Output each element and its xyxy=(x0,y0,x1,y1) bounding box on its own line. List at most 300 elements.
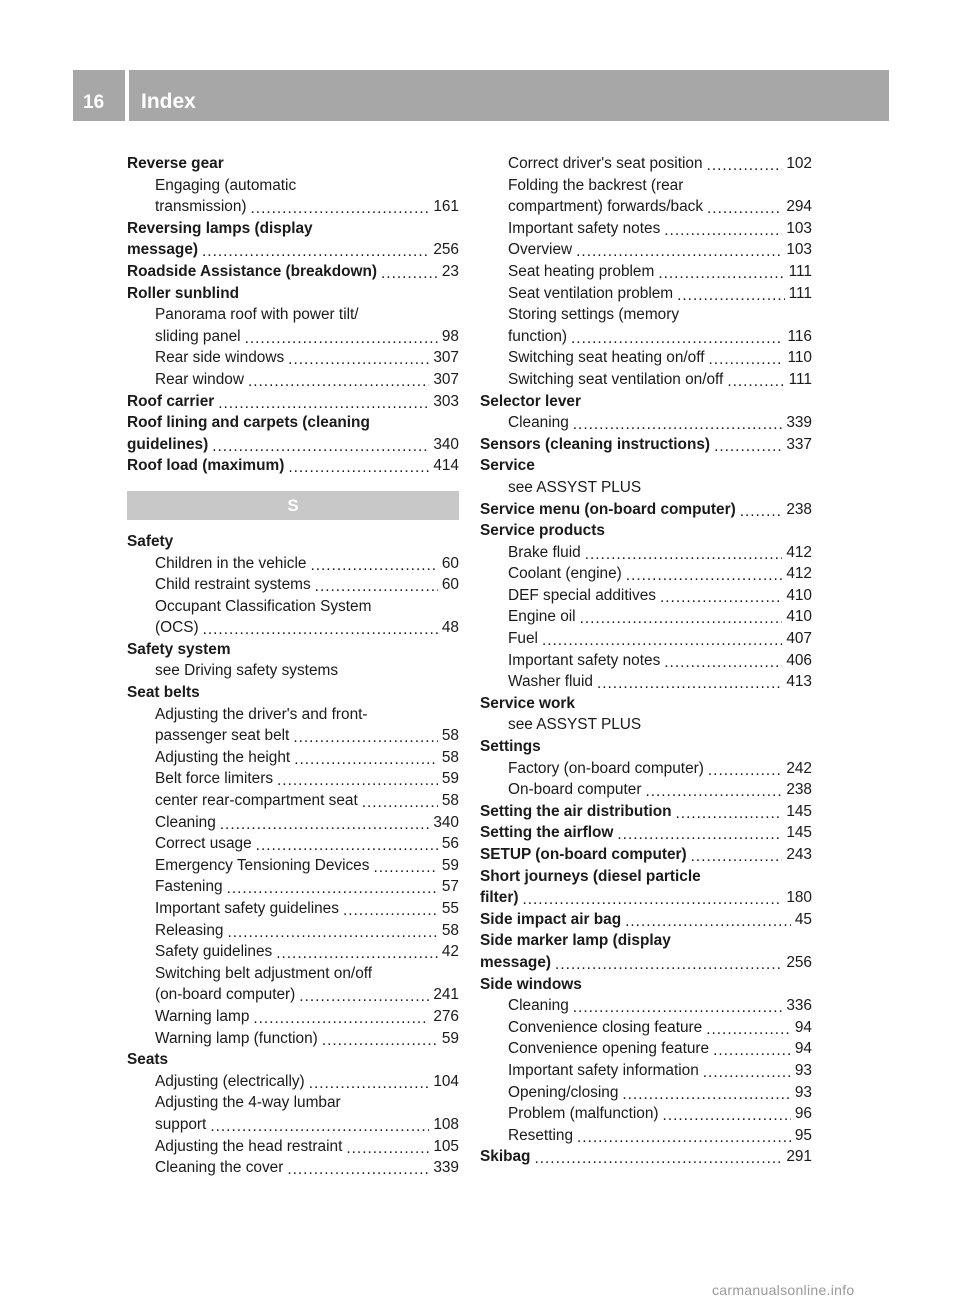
dot-leader xyxy=(677,290,784,304)
index-subentry xyxy=(480,218,812,240)
dot-leader xyxy=(542,636,782,650)
index-entry xyxy=(127,682,459,704)
entry-text: Seat ventilation problem xyxy=(508,284,674,302)
entry-text: Service work xyxy=(480,694,575,712)
dot-leader xyxy=(288,463,429,477)
dot-leader xyxy=(709,355,784,369)
index-subentry xyxy=(127,304,459,326)
index-subentry xyxy=(480,175,812,197)
page-header xyxy=(73,70,889,121)
index-subentry xyxy=(127,920,459,942)
page-reference[interactable]: 339 xyxy=(786,414,812,432)
page-reference[interactable]: 96 xyxy=(794,1105,812,1123)
page-reference[interactable]: 111 xyxy=(788,262,812,280)
index-entry xyxy=(127,531,459,553)
index-entry xyxy=(127,1049,459,1071)
page-reference[interactable]: 116 xyxy=(787,327,812,345)
index-subentry xyxy=(480,542,812,564)
index-entry xyxy=(480,974,812,996)
entry-text: support xyxy=(155,1115,207,1133)
dot-leader xyxy=(664,657,782,671)
index-subentry xyxy=(127,1157,459,1179)
index-subentry xyxy=(127,941,459,963)
entry-text: Releasing xyxy=(155,921,224,939)
entry-text: message) xyxy=(127,241,199,259)
page-reference[interactable]: 294 xyxy=(786,198,812,216)
entry-text: Resetting xyxy=(508,1126,574,1144)
page-reference[interactable]: 103 xyxy=(786,219,812,237)
entry-text: Emergency Tensioning Devices xyxy=(155,856,370,874)
dot-leader xyxy=(203,625,438,639)
dot-leader xyxy=(625,916,791,930)
index-subentry xyxy=(480,1038,812,1060)
page-reference[interactable]: 145 xyxy=(786,824,812,842)
index-subentry xyxy=(127,326,459,348)
index-entry xyxy=(480,952,812,974)
entry-text: Engine oil xyxy=(508,608,576,626)
dot-leader xyxy=(227,884,438,898)
entry-text: see Driving safety systems xyxy=(155,662,339,680)
index-entry xyxy=(127,153,459,175)
index-subentry xyxy=(480,239,812,261)
dot-leader xyxy=(714,441,782,455)
entry-text: Factory (on-board computer) xyxy=(508,759,704,777)
entry-text: Cleaning the cover xyxy=(155,1159,284,1177)
page-reference[interactable]: 105 xyxy=(433,1137,459,1155)
entry-text: Storing settings (memory xyxy=(508,306,680,324)
entry-text: Reversing lamps (display xyxy=(127,219,313,237)
dot-leader xyxy=(309,1078,430,1092)
entry-text: filter) xyxy=(480,889,519,907)
index-subentry xyxy=(127,984,459,1006)
dot-leader xyxy=(727,377,784,391)
dot-leader xyxy=(691,852,783,866)
dot-leader xyxy=(676,808,783,822)
index-subentry xyxy=(480,153,812,175)
dot-leader xyxy=(276,949,438,963)
index-entry xyxy=(127,455,459,477)
index-entry xyxy=(480,391,812,413)
index-subentry xyxy=(127,833,459,855)
dot-leader xyxy=(708,765,782,779)
dot-leader xyxy=(362,798,438,812)
dot-leader xyxy=(294,754,438,768)
index-subentry xyxy=(480,671,812,693)
index-subentry xyxy=(127,369,459,391)
entry-text: Service menu (on-board computer) xyxy=(480,500,736,518)
index-subentry xyxy=(127,876,459,898)
index-entry xyxy=(127,239,459,261)
page-reference[interactable]: 307 xyxy=(433,370,459,388)
dot-leader xyxy=(573,1003,783,1017)
entry-text: (on-board computer) xyxy=(155,986,296,1004)
entry-text: Important safety notes xyxy=(508,651,661,669)
page-reference[interactable]: 23 xyxy=(441,262,459,280)
index-column-left xyxy=(127,153,459,1179)
index-entry xyxy=(480,844,812,866)
entry-text: Switching seat ventilation on/off xyxy=(508,370,724,388)
index-subentry xyxy=(127,1006,459,1028)
index-subentry xyxy=(127,963,459,985)
index-entry xyxy=(480,434,812,456)
entry-text: see ASSYST PLUS xyxy=(508,478,642,496)
entry-text: Seats xyxy=(127,1051,169,1069)
dot-leader xyxy=(573,420,783,434)
index-subentry xyxy=(480,347,812,369)
index-entry xyxy=(480,887,812,909)
index-entry xyxy=(480,909,812,931)
index-subentry xyxy=(127,1028,459,1050)
entry-text: compartment) forwards/back xyxy=(508,198,704,216)
index-subentry xyxy=(480,1060,812,1082)
watermark: carmanualsonline.info xyxy=(712,1282,855,1298)
index-entry xyxy=(127,639,459,661)
page-reference[interactable]: 339 xyxy=(433,1159,459,1177)
dot-leader xyxy=(227,927,437,941)
entry-text: (OCS) xyxy=(155,619,199,637)
dot-leader xyxy=(310,560,437,574)
page-reference[interactable]: 56 xyxy=(441,835,459,853)
page-reference[interactable]: 104 xyxy=(433,1072,459,1090)
entry-text: Side impact air bag xyxy=(480,910,622,928)
entry-text: Panorama roof with power tilt/ xyxy=(155,306,359,324)
entry-text: Adjusting the height xyxy=(155,748,291,766)
index-subentry xyxy=(127,196,459,218)
entry-text: Children in the vehicle xyxy=(155,554,307,572)
index-subentry xyxy=(480,628,812,650)
index-subentry xyxy=(480,304,812,326)
entry-text: Engaging (automatic xyxy=(155,176,297,194)
page-reference[interactable]: 110 xyxy=(787,349,812,367)
entry-text: center rear-compartment seat xyxy=(155,792,358,810)
page-reference[interactable]: 242 xyxy=(786,759,812,777)
entry-text: Brake fluid xyxy=(508,543,581,561)
index-subentry xyxy=(480,563,812,585)
dot-leader xyxy=(343,906,438,920)
page-reference[interactable]: 307 xyxy=(433,349,459,367)
dot-leader xyxy=(346,1143,429,1157)
index-subentry xyxy=(127,855,459,877)
entry-text: Coolant (engine) xyxy=(508,565,622,583)
entry-text: function) xyxy=(508,327,568,345)
index-subentry xyxy=(127,617,459,639)
dot-leader xyxy=(522,895,782,909)
header-separator xyxy=(125,70,129,121)
index-subentry xyxy=(480,1082,812,1104)
page-reference[interactable]: 103 xyxy=(786,241,812,259)
entry-text: Rear window xyxy=(155,370,244,388)
dot-leader xyxy=(253,1014,429,1028)
page-reference[interactable]: 95 xyxy=(794,1126,812,1144)
entry-text: Cleaning xyxy=(508,414,569,432)
dot-leader xyxy=(245,333,438,347)
index-entry xyxy=(127,283,459,305)
page-reference[interactable]: 48 xyxy=(441,619,459,637)
page-reference[interactable]: 412 xyxy=(786,543,812,561)
entry-text: Fuel xyxy=(508,630,538,648)
dot-leader xyxy=(617,830,782,844)
entry-text: Important safety notes xyxy=(508,219,661,237)
entry-text: Adjusting (electrically) xyxy=(155,1072,305,1090)
entry-text: Opening/closing xyxy=(508,1083,619,1101)
page-reference[interactable]: 145 xyxy=(786,802,812,820)
entry-text: Switching belt adjustment on/off xyxy=(155,964,373,982)
page-reference[interactable]: 238 xyxy=(786,781,812,799)
page-reference[interactable]: 60 xyxy=(441,576,459,594)
dot-leader xyxy=(713,1046,791,1060)
entry-text: transmission) xyxy=(155,198,247,216)
entry-text: Fastening xyxy=(155,878,223,896)
index-subentry xyxy=(127,1071,459,1093)
index-subentry xyxy=(480,779,812,801)
entry-text: Setting the airflow xyxy=(480,824,614,842)
page-reference[interactable]: 256 xyxy=(786,953,812,971)
page-reference[interactable]: 180 xyxy=(786,889,812,907)
entry-text: Correct driver's seat position xyxy=(508,155,703,172)
entry-text: Side windows xyxy=(480,975,582,993)
entry-text: Occupant Classification System xyxy=(155,597,372,615)
page-reference[interactable]: 111 xyxy=(788,370,812,388)
page-reference[interactable]: 340 xyxy=(433,813,459,831)
entry-text: Service products xyxy=(480,522,605,540)
entry-text: Warning lamp (function) xyxy=(155,1029,318,1047)
index-subentry xyxy=(480,1125,812,1147)
page-reference[interactable]: 241 xyxy=(433,986,459,1004)
page-reference[interactable]: 60 xyxy=(441,554,459,572)
index-subentry xyxy=(480,714,812,736)
index-entry xyxy=(480,866,812,888)
index-subentry xyxy=(127,1092,459,1114)
dot-leader xyxy=(256,841,438,855)
index-entry xyxy=(480,736,812,758)
index-subentry xyxy=(127,747,459,769)
page-reference[interactable]: 93 xyxy=(794,1083,812,1101)
entry-text: Roller sunblind xyxy=(127,284,240,302)
entry-text: Safety xyxy=(127,532,174,550)
index-subentry xyxy=(480,412,812,434)
index-entry xyxy=(127,391,459,413)
dot-leader xyxy=(660,592,782,606)
dot-leader xyxy=(287,1165,429,1179)
entry-text: Roadside Assistance (breakdown) xyxy=(127,262,378,280)
dot-leader xyxy=(220,819,430,833)
dot-leader xyxy=(210,1122,429,1136)
page-reference[interactable]: 108 xyxy=(433,1115,459,1133)
dot-leader xyxy=(299,992,429,1006)
index-subentry xyxy=(127,768,459,790)
entry-text: SETUP (on-board computer) xyxy=(480,846,687,863)
entry-text: Switching seat heating on/off xyxy=(508,349,705,367)
page-reference[interactable]: 413 xyxy=(786,673,812,691)
dot-leader xyxy=(706,1024,791,1038)
entry-text: Setting the air distribution xyxy=(480,802,672,820)
page-reference[interactable]: 94 xyxy=(794,1040,812,1058)
index-subentry xyxy=(480,1017,812,1039)
index-entry xyxy=(127,261,459,283)
page-reference[interactable]: 414 xyxy=(433,457,459,475)
entry-text: Reverse gear xyxy=(127,155,224,172)
dot-leader xyxy=(707,161,783,175)
entry-text: Side marker lamp (display xyxy=(480,932,671,950)
entry-text: Roof lining and carpets (cleaning xyxy=(127,414,370,432)
page-reference[interactable]: 161 xyxy=(433,198,459,216)
entry-text: Selector lever xyxy=(480,392,581,410)
dot-leader xyxy=(597,679,782,693)
page-reference[interactable]: 412 xyxy=(786,565,812,583)
index-subentry xyxy=(480,261,812,283)
index-entry xyxy=(480,455,812,477)
page-reference[interactable]: 337 xyxy=(786,435,812,453)
entry-text: On-board computer xyxy=(508,781,642,799)
page-reference[interactable]: 243 xyxy=(786,846,812,863)
page-reference[interactable]: 94 xyxy=(794,1018,812,1036)
page-reference[interactable]: 42 xyxy=(441,943,459,961)
index-entry xyxy=(480,1146,812,1168)
page-reference[interactable]: 406 xyxy=(786,651,812,669)
page-reference[interactable]: 276 xyxy=(433,1007,459,1025)
page-reference[interactable]: 57 xyxy=(441,878,459,896)
entry-text: Important safety information xyxy=(508,1061,699,1079)
index-subentry xyxy=(127,660,459,682)
dot-leader xyxy=(293,733,438,747)
entry-text: Skibag xyxy=(480,1148,531,1166)
page-reference[interactable]: 58 xyxy=(441,792,459,810)
entry-text: Safety system xyxy=(127,640,231,658)
index-subentry xyxy=(480,585,812,607)
page-reference[interactable]: 303 xyxy=(433,392,459,410)
dot-leader xyxy=(373,862,437,876)
entry-text: Service xyxy=(480,457,535,475)
page-reference[interactable]: 111 xyxy=(788,284,812,302)
page-reference[interactable]: 256 xyxy=(433,241,459,259)
dot-leader xyxy=(664,225,782,239)
dot-leader xyxy=(315,582,438,596)
index-subentry xyxy=(127,1136,459,1158)
dot-leader xyxy=(626,571,783,585)
page-reference[interactable]: 59 xyxy=(441,856,459,874)
entry-text: Seat heating problem xyxy=(508,262,655,280)
page-reference[interactable]: 102 xyxy=(786,155,812,172)
page-reference[interactable]: 410 xyxy=(786,608,812,626)
entry-text: passenger seat belt xyxy=(155,727,290,745)
page-reference[interactable]: 93 xyxy=(794,1061,812,1079)
dot-leader xyxy=(381,269,438,283)
page-reference[interactable]: 59 xyxy=(441,770,459,788)
entry-text: Child restraint systems xyxy=(155,576,311,594)
index-subentry xyxy=(480,606,812,628)
entry-text: Correct usage xyxy=(155,835,252,853)
dot-leader xyxy=(585,549,783,563)
page-reference[interactable]: 291 xyxy=(786,1148,812,1166)
index-entry xyxy=(480,499,812,521)
index-entry xyxy=(127,218,459,240)
page-reference[interactable]: 336 xyxy=(786,997,812,1015)
page-reference[interactable]: 58 xyxy=(441,748,459,766)
dot-leader xyxy=(212,441,429,455)
entry-text: Adjusting the head restraint xyxy=(155,1137,343,1155)
index-subentry xyxy=(127,175,459,197)
index-entry xyxy=(480,801,812,823)
index-subentry xyxy=(127,725,459,747)
entry-text: Roof carrier xyxy=(127,392,215,410)
entry-text: Sensors (cleaning instructions) xyxy=(480,435,711,453)
page-reference[interactable]: 340 xyxy=(433,435,459,453)
dot-leader xyxy=(707,204,782,218)
entry-text: Belt force limiters xyxy=(155,770,274,788)
entry-text: Seat belts xyxy=(127,684,200,702)
page-reference[interactable]: 58 xyxy=(441,921,459,939)
index-subentry xyxy=(480,1103,812,1125)
entry-text: Settings xyxy=(480,738,541,756)
dot-leader xyxy=(580,614,783,628)
entry-text: message) xyxy=(480,953,552,971)
index-entry xyxy=(480,520,812,542)
index-column-right xyxy=(480,153,812,1168)
index-entry xyxy=(480,930,812,952)
entry-text: Adjusting the driver's and front- xyxy=(155,705,368,723)
dot-leader xyxy=(251,204,430,218)
index-subentry xyxy=(480,326,812,348)
dot-leader xyxy=(577,1132,791,1146)
dot-leader xyxy=(202,247,429,261)
dot-leader xyxy=(740,506,783,520)
index-subentry xyxy=(127,790,459,812)
index-entry xyxy=(480,822,812,844)
page-reference[interactable]: 238 xyxy=(786,500,812,518)
page-number: 16 xyxy=(83,92,105,113)
page-reference[interactable]: 55 xyxy=(441,900,459,917)
entry-text: Problem (malfunction) xyxy=(508,1105,659,1123)
index-subentry xyxy=(127,553,459,575)
dot-leader xyxy=(571,333,783,347)
index-subentry xyxy=(480,369,812,391)
page-reference[interactable]: 59 xyxy=(441,1029,459,1047)
entry-text: Roof load (maximum) xyxy=(127,457,285,475)
entry-text: DEF special additives xyxy=(508,586,656,604)
index-subentry xyxy=(480,758,812,780)
dot-leader xyxy=(663,1111,791,1125)
index-subentry xyxy=(127,704,459,726)
dot-leader xyxy=(277,776,438,790)
entry-text: Washer fluid xyxy=(508,673,593,691)
page-title: Index xyxy=(141,90,196,113)
entry-text: Folding the backrest (rear xyxy=(508,176,684,194)
dot-leader xyxy=(645,787,782,801)
dot-leader xyxy=(576,247,782,261)
dot-leader xyxy=(248,377,429,391)
entry-text: Short journeys (diesel particle xyxy=(480,867,701,885)
page-reference[interactable]: 45 xyxy=(794,910,812,928)
dot-leader xyxy=(534,1154,782,1168)
page-reference[interactable]: 407 xyxy=(786,630,812,648)
dot-leader xyxy=(555,960,782,974)
index-subentry xyxy=(480,196,812,218)
page-reference[interactable]: 58 xyxy=(441,727,459,745)
entry-text: Important safety guidelines xyxy=(155,900,339,917)
index-subentry xyxy=(127,347,459,369)
index-subentry xyxy=(127,596,459,618)
index-subentry xyxy=(127,898,459,920)
index-subentry xyxy=(480,477,812,499)
entry-text: Cleaning xyxy=(155,813,216,831)
index-entry xyxy=(127,412,459,434)
entry-text: Cleaning xyxy=(508,997,569,1015)
page-reference[interactable]: 98 xyxy=(441,327,459,345)
index-subentry xyxy=(480,650,812,672)
page-reference[interactable]: 410 xyxy=(786,586,812,604)
dot-leader xyxy=(322,1035,438,1049)
index-subentry xyxy=(480,995,812,1017)
